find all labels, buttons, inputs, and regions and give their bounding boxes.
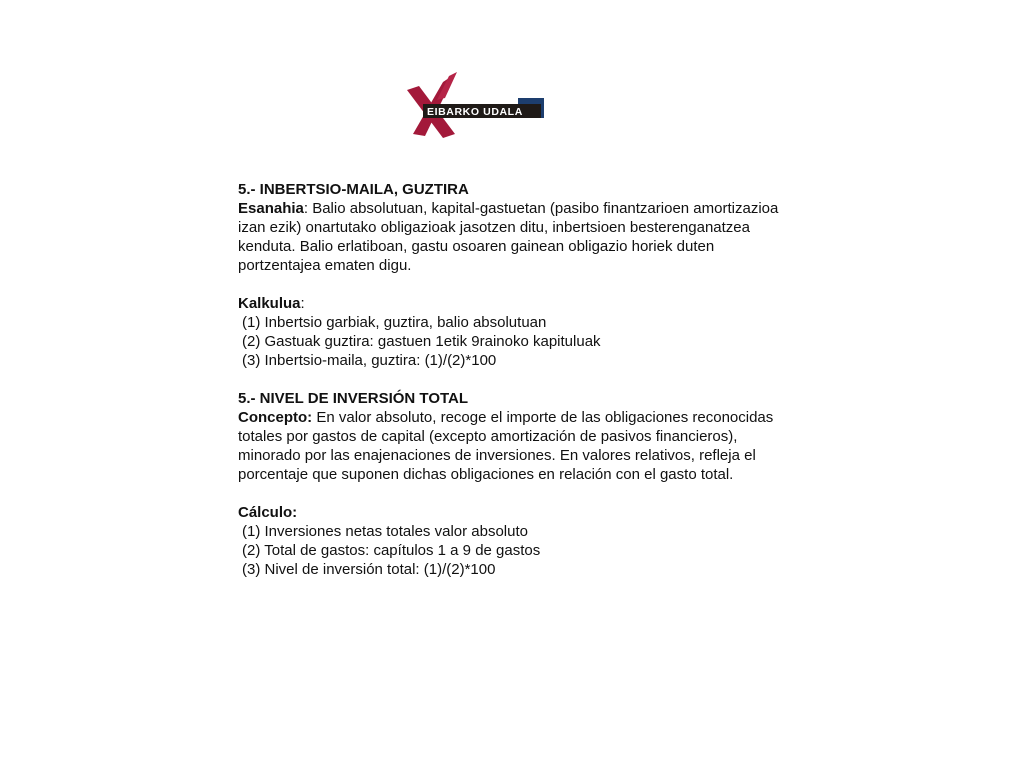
concept-eu bbox=[238, 199, 798, 275]
logo-text: EIBARKO UDALA bbox=[427, 106, 523, 118]
calc-heading-eu: Kalkulua: bbox=[238, 295, 305, 312]
spacer bbox=[238, 275, 798, 294]
concept-text-eu: : Balio absolutuan, kapital-gastuetan (pasibo finantzarioen amortizazioa izan ezik) onartutako obligazioak jasotzen ditu, inbertsioen besterenganatzea kenduta. Balio erlatiboan, gastu osoaren gainean obligazio horiek duten portzentajea ematen digu. bbox=[238, 200, 779, 274]
heading-es: 5.- NIVEL DE INVERSIÓN TOTAL bbox=[238, 390, 469, 407]
calc-item-eu-1: (1) Inbertsio garbiak, guztira, balio absolutuan bbox=[242, 314, 547, 331]
document-body bbox=[238, 180, 798, 579]
spacer bbox=[238, 484, 798, 503]
concept-es bbox=[238, 408, 798, 484]
concept-text-es: En valor absoluto, recoge el importe de las obligaciones reconocidas totales por gastos de capital (excepto amortización de pasivos financieros), minorado por las enajenaciones de inversiones. En valores relativos, refleja el porcentaje que suponen dichas obligaciones en relación con el gasto total. bbox=[238, 409, 774, 483]
calc-item-es-2: (2) Total de gastos: capítulos 1 a 9 de gastos bbox=[242, 542, 541, 559]
concept-label-eu: Esanahia bbox=[238, 200, 304, 217]
calc-item-es-1: (1) Inversiones netas totales valor absoluto bbox=[242, 523, 528, 540]
calc-item-eu-3: (3) Inbertsio-maila, guztira: (1)/(2)*100 bbox=[242, 352, 497, 369]
calc-item-eu-2: (2) Gastuak guztira: gastuen 1etik 9rainoko kapituluak bbox=[242, 333, 601, 350]
calc-item-es-3: (3) Nivel de inversión total: (1)/(2)*100 bbox=[242, 561, 496, 578]
spacer bbox=[238, 370, 798, 389]
concept-label-es: Concepto: bbox=[238, 409, 313, 426]
logo-x-stroke-c bbox=[437, 72, 457, 100]
eibarko-udala-logo bbox=[405, 72, 547, 138]
heading-eu: 5.- INBERTSIO-MAILA, GUZTIRA bbox=[238, 181, 469, 198]
calc-heading-es: Cálculo: bbox=[238, 504, 298, 521]
